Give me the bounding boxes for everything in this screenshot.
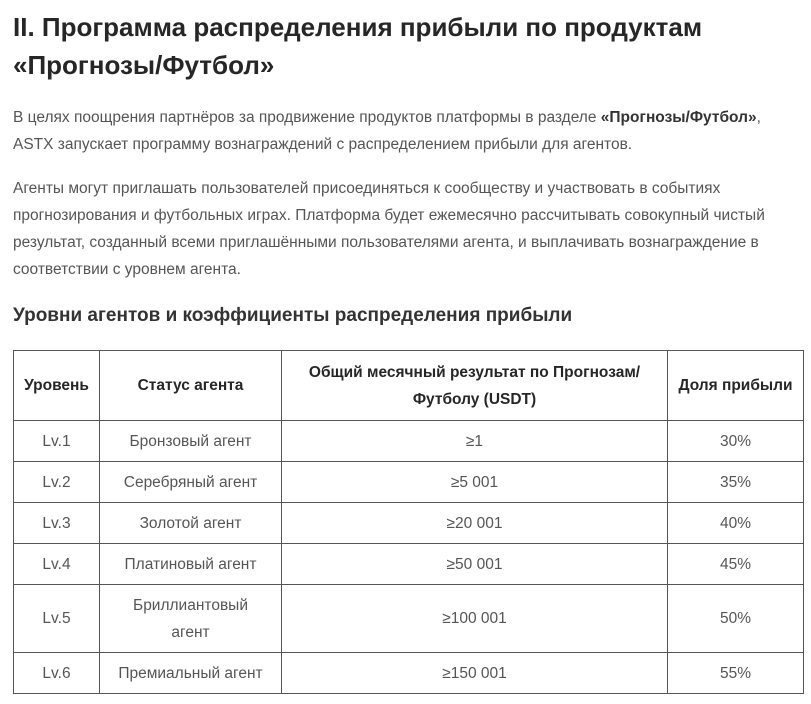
header-level: Уровень xyxy=(14,351,100,421)
header-profit-share: Доля прибыли xyxy=(668,351,804,421)
cell-profit-share: 55% xyxy=(668,653,804,694)
cell-agent-status: Бронзовый агент xyxy=(100,421,282,462)
cell-level: Lv.5 xyxy=(14,585,100,653)
table-row xyxy=(14,462,804,503)
cell-agent-status: Серебряный агент xyxy=(100,462,282,503)
table-row xyxy=(14,544,804,585)
page-title: II. Программа распределения прибыли по продуктам «Прогнозы/Футбол» xyxy=(13,12,703,80)
cell-agent-status: Платиновый агент xyxy=(100,544,282,585)
cell-profit-share: 30% xyxy=(668,421,804,462)
table-header-row xyxy=(14,351,804,421)
cell-monthly-result: ≥100 001 xyxy=(282,585,668,653)
cell-level: Lv.4 xyxy=(14,544,100,585)
cell-level: Lv.3 xyxy=(14,503,100,544)
table-row xyxy=(14,585,804,653)
description-paragraph: Агенты могут приглашать пользователей присоединяться к сообществу и участвовать в событиях прогнозирования и футбольных играх. Платформа будет ежемесячно рассчитывать совокупный чистый результат, созданный всеми приглашёнными пользователями агента, и выплачивать вознаграждение в соответствии с уровнем агента. xyxy=(13,180,765,278)
cell-agent-status: Бриллиантовый агент xyxy=(100,585,282,653)
cell-profit-share: 40% xyxy=(668,503,804,544)
cell-profit-share: 45% xyxy=(668,544,804,585)
table-row xyxy=(14,503,804,544)
table-row xyxy=(14,653,804,694)
cell-monthly-result: ≥5 001 xyxy=(282,462,668,503)
cell-monthly-result: ≥50 001 xyxy=(282,544,668,585)
intro-text-after: , ASTX запускает программу вознаграждений с распределением прибыли для агентов. xyxy=(13,109,761,153)
header-monthly-result: Общий месячный результат по Прогнозам/Футболу (USDT) xyxy=(282,351,668,421)
cell-level: Lv.2 xyxy=(14,462,100,503)
table-title: Уровни агентов и коэффициенты распределения прибыли xyxy=(13,305,573,326)
agent-levels-table xyxy=(13,350,804,694)
cell-agent-status: Премиальный агент xyxy=(100,653,282,694)
intro-highlight: «Прогнозы/Футбол» xyxy=(600,109,757,126)
cell-profit-share: 50% xyxy=(668,585,804,653)
cell-monthly-result: ≥20 001 xyxy=(282,503,668,544)
cell-profit-share: 35% xyxy=(668,462,804,503)
cell-monthly-result: ≥1 xyxy=(282,421,668,462)
header-agent-status: Статус агента xyxy=(100,351,282,421)
intro-text-before: В целях поощрения партнёров за продвижение продуктов платформы в разделе xyxy=(13,109,601,126)
cell-level: Lv.1 xyxy=(14,421,100,462)
cell-level: Lv.6 xyxy=(14,653,100,694)
cell-agent-status: Золотой агент xyxy=(100,503,282,544)
table-row xyxy=(14,421,804,462)
intro-paragraph xyxy=(13,104,788,158)
cell-monthly-result: ≥150 001 xyxy=(282,653,668,694)
